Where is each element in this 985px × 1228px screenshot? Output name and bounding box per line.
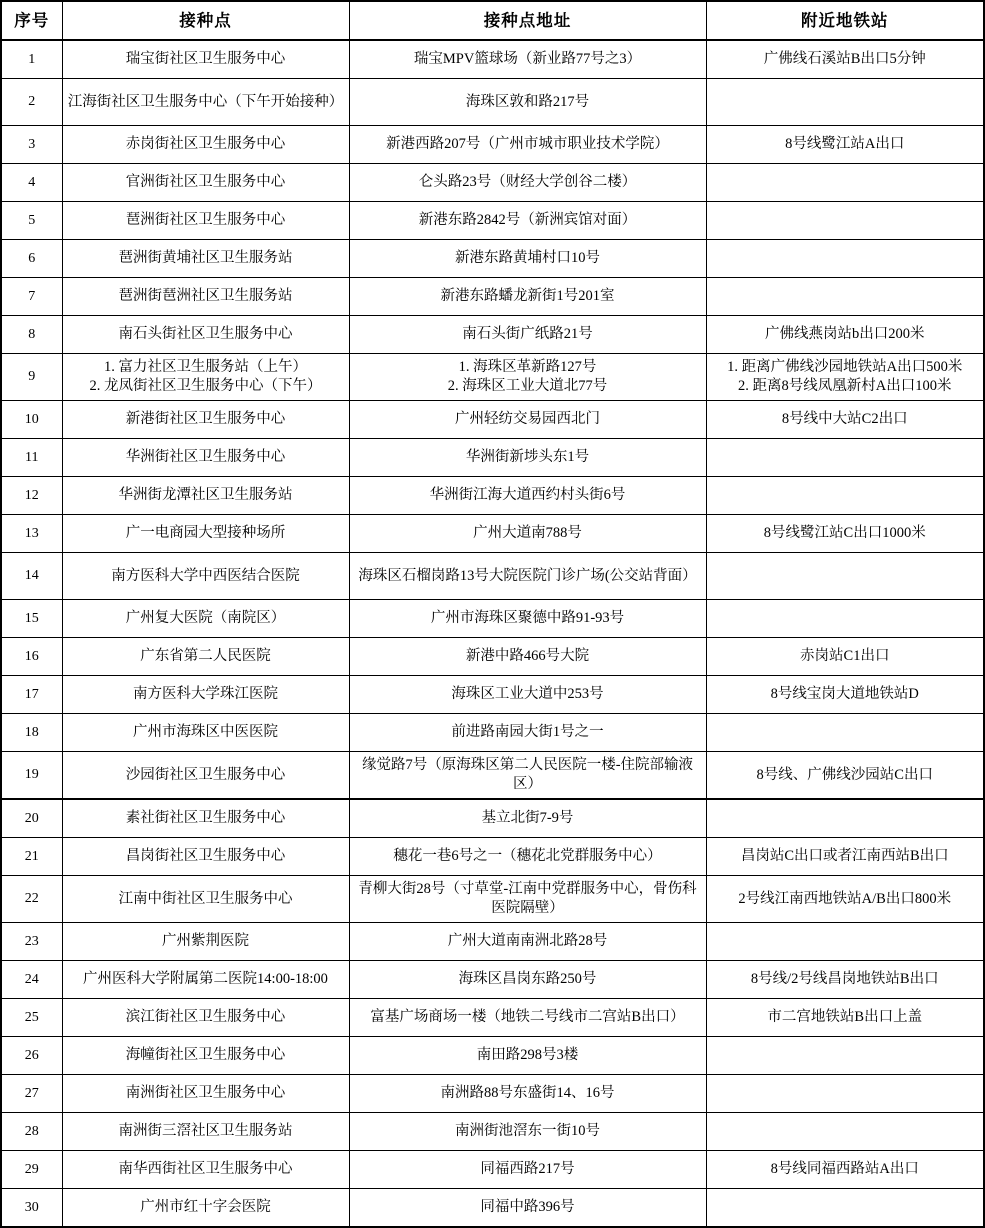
cell-site: 广一电商园大型接种场所 bbox=[62, 515, 349, 553]
cell-index: 8 bbox=[1, 316, 62, 354]
cell-site: 滨江街社区卫生服务中心 bbox=[62, 999, 349, 1037]
cell-site: 广州市海珠区中医医院 bbox=[62, 714, 349, 752]
table-row bbox=[1, 515, 984, 553]
cell-index: 16 bbox=[1, 638, 62, 676]
cell-metro bbox=[706, 439, 984, 477]
cell-metro bbox=[706, 164, 984, 202]
cell-index: 14 bbox=[1, 553, 62, 600]
cell-address: 同福西路217号 bbox=[349, 1151, 706, 1189]
cell-index: 6 bbox=[1, 240, 62, 278]
cell-index: 18 bbox=[1, 714, 62, 752]
cell-address: 新港东路黄埔村口10号 bbox=[349, 240, 706, 278]
cell-metro: 8号线中大站C2出口 bbox=[706, 401, 984, 439]
table-row bbox=[1, 1189, 984, 1228]
table-row bbox=[1, 676, 984, 714]
table-row bbox=[1, 278, 984, 316]
cell-metro bbox=[706, 278, 984, 316]
cell-index: 2 bbox=[1, 79, 62, 126]
cell-site: 南华西街社区卫生服务中心 bbox=[62, 1151, 349, 1189]
cell-line: 1. 海珠区革新路127号 bbox=[458, 359, 597, 376]
cell-index: 11 bbox=[1, 439, 62, 477]
cell-metro: 8号线鹭江站C出口1000米 bbox=[706, 515, 984, 553]
cell-index: 9 bbox=[1, 354, 62, 401]
table-row bbox=[1, 439, 984, 477]
cell-index: 29 bbox=[1, 1151, 62, 1189]
cell-metro: 8号线/2号线昌岗地铁站B出口 bbox=[706, 961, 984, 999]
cell-metro: 8号线宝岗大道地铁站D bbox=[706, 676, 984, 714]
cell-index: 23 bbox=[1, 923, 62, 961]
cell-site: 瑞宝街社区卫生服务中心 bbox=[62, 40, 349, 79]
cell-site: 沙园街社区卫生服务中心 bbox=[62, 752, 349, 800]
cell-site: 广州复大医院（南院区） bbox=[62, 600, 349, 638]
cell-address: 瑞宝MPV篮球场（新业路77号之3） bbox=[349, 40, 706, 79]
cell-index: 3 bbox=[1, 126, 62, 164]
cell-address: 广州轻纺交易园西北门 bbox=[349, 401, 706, 439]
cell-site: 南洲街三滘社区卫生服务站 bbox=[62, 1113, 349, 1151]
cell-address: 同福中路396号 bbox=[349, 1189, 706, 1228]
cell-index: 13 bbox=[1, 515, 62, 553]
table-row bbox=[1, 164, 984, 202]
cell-address: 南洲街池滘东一街10号 bbox=[349, 1113, 706, 1151]
cell-metro: 8号线同福西路站A出口 bbox=[706, 1151, 984, 1189]
cell-site: 琶洲街社区卫生服务中心 bbox=[62, 202, 349, 240]
cell-line: 2. 距离8号线凤凰新村A出口100米 bbox=[738, 378, 952, 394]
cell-index: 21 bbox=[1, 838, 62, 876]
cell-site: 广州市红十字会医院 bbox=[62, 1189, 349, 1228]
table-body bbox=[1, 40, 984, 1227]
cell-site: 琶洲街黄埔社区卫生服务站 bbox=[62, 240, 349, 278]
table-row bbox=[1, 999, 984, 1037]
table-row bbox=[1, 799, 984, 838]
cell-site: 江海街社区卫生服务中心（下午开始接种） bbox=[62, 79, 349, 126]
cell-metro bbox=[706, 1037, 984, 1075]
cell-metro: 广佛线石溪站B出口5分钟 bbox=[706, 40, 984, 79]
cell-metro bbox=[706, 1189, 984, 1228]
cell-address: 青柳大街28号（寸草堂-江南中党群服务中心，骨伤科医院隔壁） bbox=[349, 876, 706, 923]
table-row bbox=[1, 40, 984, 79]
column-header-metro: 附近地铁站 bbox=[706, 1, 984, 40]
cell-address: 新港中路466号大院 bbox=[349, 638, 706, 676]
cell-site: 江南中街社区卫生服务中心 bbox=[62, 876, 349, 923]
cell-index: 24 bbox=[1, 961, 62, 999]
table-row bbox=[1, 714, 984, 752]
cell-address: 广州大道南南洲北路28号 bbox=[349, 923, 706, 961]
table-row bbox=[1, 202, 984, 240]
cell-metro bbox=[706, 240, 984, 278]
cell-index: 12 bbox=[1, 477, 62, 515]
cell-metro: 8号线、广佛线沙园站C出口 bbox=[706, 752, 984, 800]
table-row bbox=[1, 752, 984, 800]
cell-site: 华洲街龙潭社区卫生服务站 bbox=[62, 477, 349, 515]
table-row bbox=[1, 553, 984, 600]
cell-site: 广州医科大学附属第二医院14:00-18:00 bbox=[62, 961, 349, 999]
cell-metro: 广佛线燕岗站b出口200米 bbox=[706, 316, 984, 354]
table-row bbox=[1, 79, 984, 126]
cell-site: 南方医科大学中西医结合医院 bbox=[62, 553, 349, 600]
cell-index: 30 bbox=[1, 1189, 62, 1228]
cell-metro: 昌岗站C出口或者江南西站B出口 bbox=[706, 838, 984, 876]
cell-index: 15 bbox=[1, 600, 62, 638]
table-row bbox=[1, 1113, 984, 1151]
cell-metro bbox=[706, 600, 984, 638]
cell-site: 南洲街社区卫生服务中心 bbox=[62, 1075, 349, 1113]
cell-address: 广州大道南788号 bbox=[349, 515, 706, 553]
table-row bbox=[1, 401, 984, 439]
cell-address: 新港西路207号（广州市城市职业技术学院） bbox=[349, 126, 706, 164]
cell-index: 17 bbox=[1, 676, 62, 714]
column-header-index: 序号 bbox=[1, 1, 62, 40]
cell-site: 昌岗街社区卫生服务中心 bbox=[62, 838, 349, 876]
cell-metro bbox=[706, 79, 984, 126]
table-header-row bbox=[1, 1, 984, 40]
table-row bbox=[1, 477, 984, 515]
cell-address: 仑头路23号（财经大学创谷二楼） bbox=[349, 164, 706, 202]
table-row bbox=[1, 961, 984, 999]
cell-address: 基立北街7-9号 bbox=[349, 799, 706, 838]
cell-site: 官洲街社区卫生服务中心 bbox=[62, 164, 349, 202]
cell-address: 广州市海珠区聚德中路91-93号 bbox=[349, 600, 706, 638]
cell-site: 华洲街社区卫生服务中心 bbox=[62, 439, 349, 477]
cell-address: 穗花一巷6号之一（穗花北党群服务中心） bbox=[349, 838, 706, 876]
cell-address: 海珠区工业大道中253号 bbox=[349, 676, 706, 714]
cell-index: 25 bbox=[1, 999, 62, 1037]
cell-site: 素社街社区卫生服务中心 bbox=[62, 799, 349, 838]
table-row bbox=[1, 923, 984, 961]
cell-metro: 8号线鹭江站A出口 bbox=[706, 126, 984, 164]
cell-metro bbox=[706, 202, 984, 240]
cell-address: 前进路南园大街1号之一 bbox=[349, 714, 706, 752]
cell-metro bbox=[706, 799, 984, 838]
cell-line: 1. 富力社区卫生服务站（上午） bbox=[104, 359, 307, 376]
cell-site: 海幢街社区卫生服务中心 bbox=[62, 1037, 349, 1075]
cell-site: 南方医科大学珠江医院 bbox=[62, 676, 349, 714]
cell-index: 19 bbox=[1, 752, 62, 800]
cell-site: 南石头街社区卫生服务中心 bbox=[62, 316, 349, 354]
cell-index: 22 bbox=[1, 876, 62, 923]
cell-metro: 赤岗站C1出口 bbox=[706, 638, 984, 676]
cell-index: 1 bbox=[1, 40, 62, 79]
cell-address: 南洲路88号东盛街14、16号 bbox=[349, 1075, 706, 1113]
cell-address: 南田路298号3楼 bbox=[349, 1037, 706, 1075]
cell-index: 26 bbox=[1, 1037, 62, 1075]
cell-metro bbox=[706, 553, 984, 600]
cell-metro bbox=[706, 923, 984, 961]
cell-index: 7 bbox=[1, 278, 62, 316]
cell-metro: 市二宫地铁站B出口上盖 bbox=[706, 999, 984, 1037]
cell-address bbox=[349, 354, 706, 401]
table-row bbox=[1, 1075, 984, 1113]
table-row bbox=[1, 126, 984, 164]
cell-index: 27 bbox=[1, 1075, 62, 1113]
cell-index: 28 bbox=[1, 1113, 62, 1151]
table-row bbox=[1, 838, 984, 876]
cell-site: 广东省第二人民医院 bbox=[62, 638, 349, 676]
cell-metro bbox=[706, 1075, 984, 1113]
cell-address: 海珠区敦和路217号 bbox=[349, 79, 706, 126]
table-row bbox=[1, 876, 984, 923]
cell-index: 20 bbox=[1, 799, 62, 838]
cell-metro: 2号线江南西地铁站A/B出口800米 bbox=[706, 876, 984, 923]
table-row bbox=[1, 354, 984, 401]
cell-address: 南石头街广纸路21号 bbox=[349, 316, 706, 354]
cell-metro bbox=[706, 714, 984, 752]
cell-site: 新港街社区卫生服务中心 bbox=[62, 401, 349, 439]
cell-index: 10 bbox=[1, 401, 62, 439]
table-row bbox=[1, 1037, 984, 1075]
cell-address: 华洲街江海大道西约村头街6号 bbox=[349, 477, 706, 515]
cell-line: 2. 龙凤街社区卫生服务中心（下午） bbox=[89, 378, 322, 394]
cell-address: 缘觉路7号（原海珠区第二人民医院一楼-住院部输液区） bbox=[349, 752, 706, 800]
cell-site bbox=[62, 354, 349, 401]
table-row bbox=[1, 240, 984, 278]
column-header-site: 接种点 bbox=[62, 1, 349, 40]
cell-site: 琶洲街琶洲社区卫生服务站 bbox=[62, 278, 349, 316]
cell-address: 华洲街新埗头东1号 bbox=[349, 439, 706, 477]
cell-address: 海珠区昌岗东路250号 bbox=[349, 961, 706, 999]
cell-line: 2. 海珠区工业大道北77号 bbox=[447, 378, 608, 394]
table-row bbox=[1, 638, 984, 676]
cell-address: 新港东路蟠龙新街1号201室 bbox=[349, 278, 706, 316]
table-header bbox=[1, 1, 984, 40]
cell-metro bbox=[706, 1113, 984, 1151]
table-row bbox=[1, 316, 984, 354]
table-row bbox=[1, 1151, 984, 1189]
cell-site: 广州紫荆医院 bbox=[62, 923, 349, 961]
table-row bbox=[1, 600, 984, 638]
cell-metro bbox=[706, 477, 984, 515]
column-header-address: 接种点地址 bbox=[349, 1, 706, 40]
cell-metro bbox=[706, 354, 984, 401]
cell-address: 富基广场商场一楼（地铁二号线市二宫站B出口） bbox=[349, 999, 706, 1037]
cell-index: 4 bbox=[1, 164, 62, 202]
cell-site: 赤岗街社区卫生服务中心 bbox=[62, 126, 349, 164]
cell-address: 海珠区石榴岗路13号大院医院门诊广场(公交站背面） bbox=[349, 553, 706, 600]
cell-index: 5 bbox=[1, 202, 62, 240]
cell-address: 新港东路2842号（新洲宾馆对面） bbox=[349, 202, 706, 240]
cell-line: 1. 距离广佛线沙园地铁站A出口500米 bbox=[727, 359, 963, 376]
